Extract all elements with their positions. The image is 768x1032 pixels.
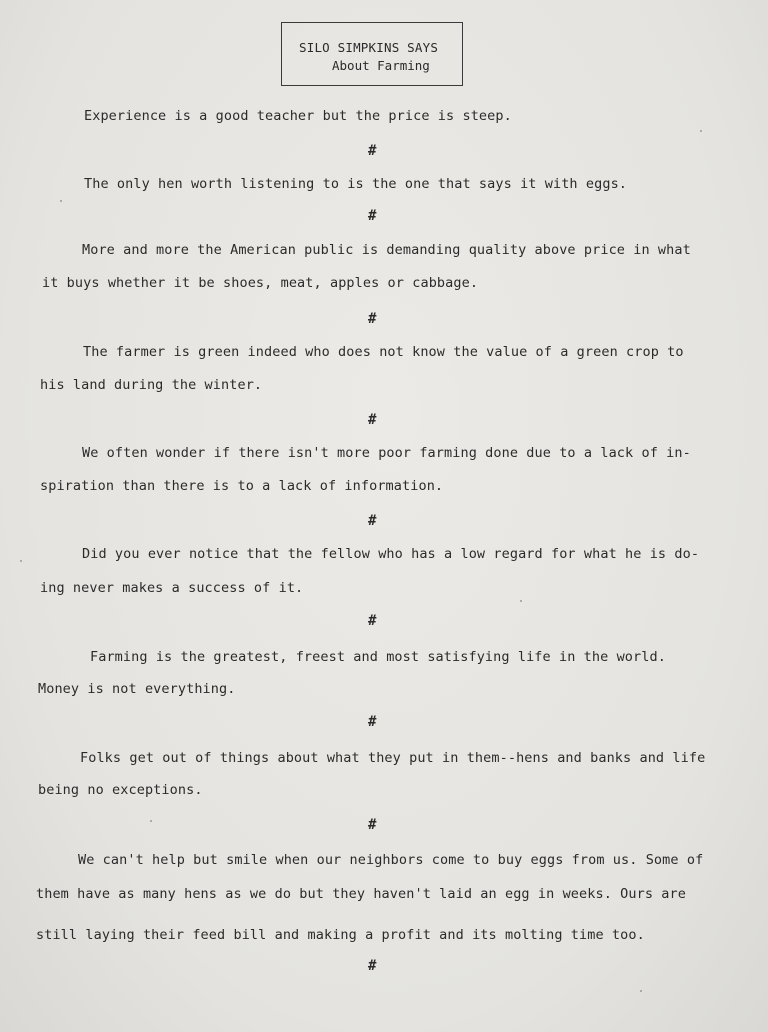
paragraph-8-line-1: Folks get out of things about what they put in them--hens and banks and life (80, 750, 706, 766)
paragraph-6-line-1: Did you ever notice that the fellow who has a low regard for what he is do- (82, 546, 700, 562)
paragraph-6-line-2: ing never makes a success of it. (40, 580, 304, 596)
paragraph-7-line-1: Farming is the greatest, freest and most satisfying life in the world. (90, 649, 666, 665)
paragraph-9-line-3: still laying their feed bill and making a profit and its molting time too. (36, 927, 645, 943)
separator-9: # (368, 958, 377, 974)
paragraph-2-line-1: The only hen worth listening to is the one that says it with eggs. (84, 176, 628, 192)
separator-1: # (368, 143, 377, 159)
title-box (281, 22, 463, 86)
separator-2: # (368, 208, 377, 224)
paragraph-3-line-1: More and more the American public is demanding quality above price in what (82, 242, 691, 258)
separator-8: # (368, 817, 377, 833)
separator-4: # (368, 412, 377, 428)
paper-speck (150, 820, 152, 822)
paper-speck (700, 130, 702, 132)
paragraph-8-line-2: being no exceptions. (38, 782, 203, 798)
separator-7: # (368, 714, 377, 730)
paragraph-9-line-1: We can't help but smile when our neighbors come to buy eggs from us. Some of (78, 852, 704, 868)
paragraph-5-line-2: spiration than there is to a lack of information. (40, 478, 444, 494)
paragraph-4-line-2: his land during the winter. (40, 377, 263, 393)
paragraph-5-line-1: We often wonder if there isn't more poor farming done due to a lack of in- (82, 445, 691, 461)
paragraph-3-line-2: it buys whether it be shoes, meat, apples or cabbage. (42, 275, 479, 291)
separator-3: # (368, 311, 377, 327)
paragraph-4-line-1: The farmer is green indeed who does not know the value of a green crop to (83, 344, 684, 360)
paragraph-1-line-1: Experience is a good teacher but the price is steep. (84, 108, 512, 124)
paper-speck (60, 200, 62, 202)
paragraph-9-line-2: them have as many hens as we do but they haven't laid an egg in weeks. Ours are (36, 886, 686, 902)
page-title: SILO SIMPKINS SAYS (299, 40, 439, 55)
paper-speck (520, 600, 522, 602)
paragraph-7-line-2: Money is not everything. (38, 681, 236, 697)
paper-speck (640, 990, 642, 992)
separator-5: # (368, 513, 377, 529)
paper-speck (20, 560, 22, 562)
separator-6: # (368, 613, 377, 629)
page-subtitle: About Farming (332, 58, 430, 73)
